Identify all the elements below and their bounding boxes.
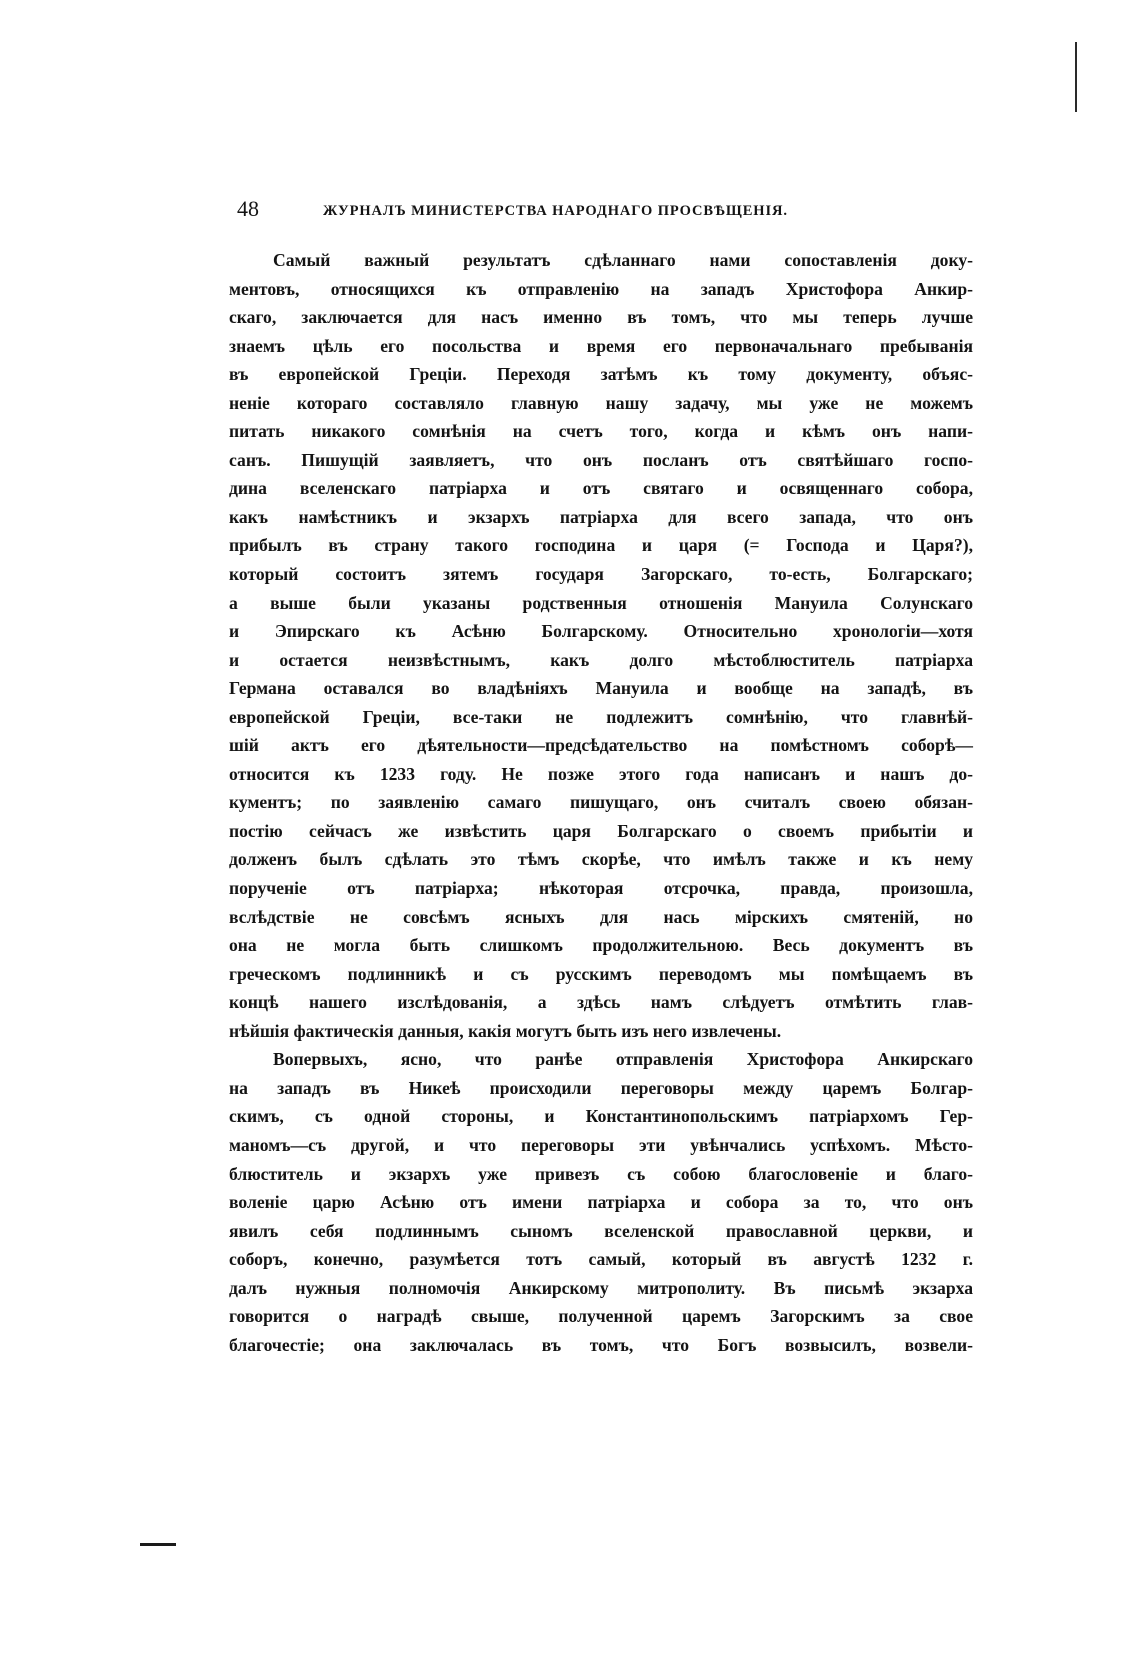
text-line: маномъ—съ другой, и что переговоры эти увѣнчались успѣхомъ. Мѣсто-	[229, 1134, 973, 1155]
text-line: явилъ себя подлиннымъ сыномъ вселенской православной церкви, и	[229, 1220, 973, 1241]
text-line: порученіе отъ патріарха; нѣкоторая отсрочка, правда, произошла,	[229, 878, 973, 899]
text-line: знаемъ цѣль его посольства и время его первоначальнаго пребыванія	[229, 335, 973, 356]
text-line: и Эпирскаго къ Асѣню Болгарскому. Относительно хронологіи—хотя	[229, 621, 973, 642]
text-line: она не могла быть слишкомъ продолжительною. Весь документъ въ	[229, 935, 973, 956]
text-line: блюститель и экзархъ уже привезъ съ собою благословеніе и благо-	[229, 1163, 973, 1184]
text-line: ментовъ, относящихся къ отправленію на западъ Христофора Анкир-	[229, 278, 973, 299]
text-line: благочестіе; она заключалась въ томъ, что Богъ возвысилъ, возвели-	[229, 1334, 973, 1355]
text-line: шій актъ его дѣятельности—предсѣдательство на помѣстномъ соборѣ—	[229, 735, 973, 756]
text-line: санъ. Пишущій заявляетъ, что онъ посланъ отъ святѣйшаго госпо-	[229, 449, 973, 470]
journal-title: ЖУРНАЛЪ МИНИСТЕРСТВА НАРОДНАГО ПРОСВѢЩЕНІЯ.	[323, 203, 788, 219]
text-line: Вопервыхъ, ясно, что ранѣе отправленія Христофора Анкирскаго	[273, 1049, 973, 1070]
page-number: 48	[237, 196, 259, 221]
body-text	[229, 246, 973, 1359]
running-head	[237, 196, 882, 226]
text-line: постію сейчасъ же извѣстить царя Болгарскаго о своемъ прибытіи и	[229, 820, 973, 841]
page-edge-line	[1075, 42, 1077, 112]
text-line: воленіе царю Асѣню отъ имени патріарха и собора за то, что онъ	[229, 1192, 973, 1213]
text-line: нѣйшія фактическія данныя, какія могутъ быть изъ него извлечены.	[229, 1020, 782, 1041]
footnote-rule	[140, 1543, 176, 1546]
text-line: Самый важный результатъ сдѣланнаго нами сопоставленія доку-	[273, 250, 973, 270]
text-line: Германа оставался во владѣніяхъ Мануила и вообще на западѣ, въ	[229, 678, 973, 699]
text-line: и остается неизвѣстнымъ, какъ долго мѣстоблюститель патріарха	[229, 649, 973, 670]
text-line: относится къ 1233 году. Не позже этого года написанъ и нашъ до-	[229, 763, 973, 784]
text-line: прибылъ въ страну такого господина и царя (= Господа и Царя?),	[229, 535, 973, 556]
text-line: скимъ, съ одной стороны, и Константинопольскимъ патріархомъ Гер-	[229, 1106, 973, 1127]
text-line: концѣ нашего изслѣдованія, а здѣсь намъ слѣдуетъ отмѣтить глав-	[229, 992, 973, 1013]
text-line: а выше были указаны родственныя отношенія Мануила Солунскаго	[229, 592, 973, 613]
text-line: скаго, заключается для насъ именно въ томъ, что мы теперь лучше	[229, 307, 973, 328]
text-line: греческомъ подлинникѣ и съ русскимъ переводомъ мы помѣщаемъ въ	[229, 963, 973, 984]
text-line: говорится о наградѣ свыше, полученной царемъ Загорскимъ за свое	[229, 1306, 973, 1327]
text-line: на западъ въ Никеѣ происходили переговоры между царемъ Болгар-	[229, 1077, 973, 1098]
text-line: какъ намѣстникъ и экзархъ патріарха для всего запада, что онъ	[229, 506, 973, 527]
text-line: дина вселенскаго патріарха и отъ святаго и освященнаго собора,	[229, 478, 973, 499]
text-line: далъ нужныя полномочія Анкирскому митрополиту. Въ письмѣ экзарха	[229, 1277, 973, 1298]
text-line: европейской Греціи, все-таки не подлежитъ сомнѣнію, что главнѣй-	[229, 706, 973, 727]
text-line: долженъ былъ сдѣлать это тѣмъ скорѣе, что имѣлъ также и къ нему	[229, 849, 973, 870]
text-line: въ европейской Греціи. Переходя затѣмъ къ тому документу, объяс-	[229, 364, 973, 385]
text-line: вслѣдствіе не совсѣмъ ясныхъ для нась мірскихъ смятеній, но	[229, 906, 973, 927]
text-line: кументъ; по заявленію самаго пишущаго, онъ считалъ своею обязан-	[229, 792, 973, 813]
text-line: неніе котораго составляло главную нашу задачу, мы уже не можемъ	[229, 392, 973, 413]
text-line: питать никакого сомнѣнія на счетъ того, когда и кѣмъ онъ напи-	[229, 421, 973, 442]
text-line: который состоитъ зятемъ государя Загорскаго, то-есть, Болгарскаго;	[229, 564, 973, 585]
text-line: соборъ, конечно, разумѣется тотъ самый, который въ августѣ 1232 г.	[229, 1249, 973, 1270]
